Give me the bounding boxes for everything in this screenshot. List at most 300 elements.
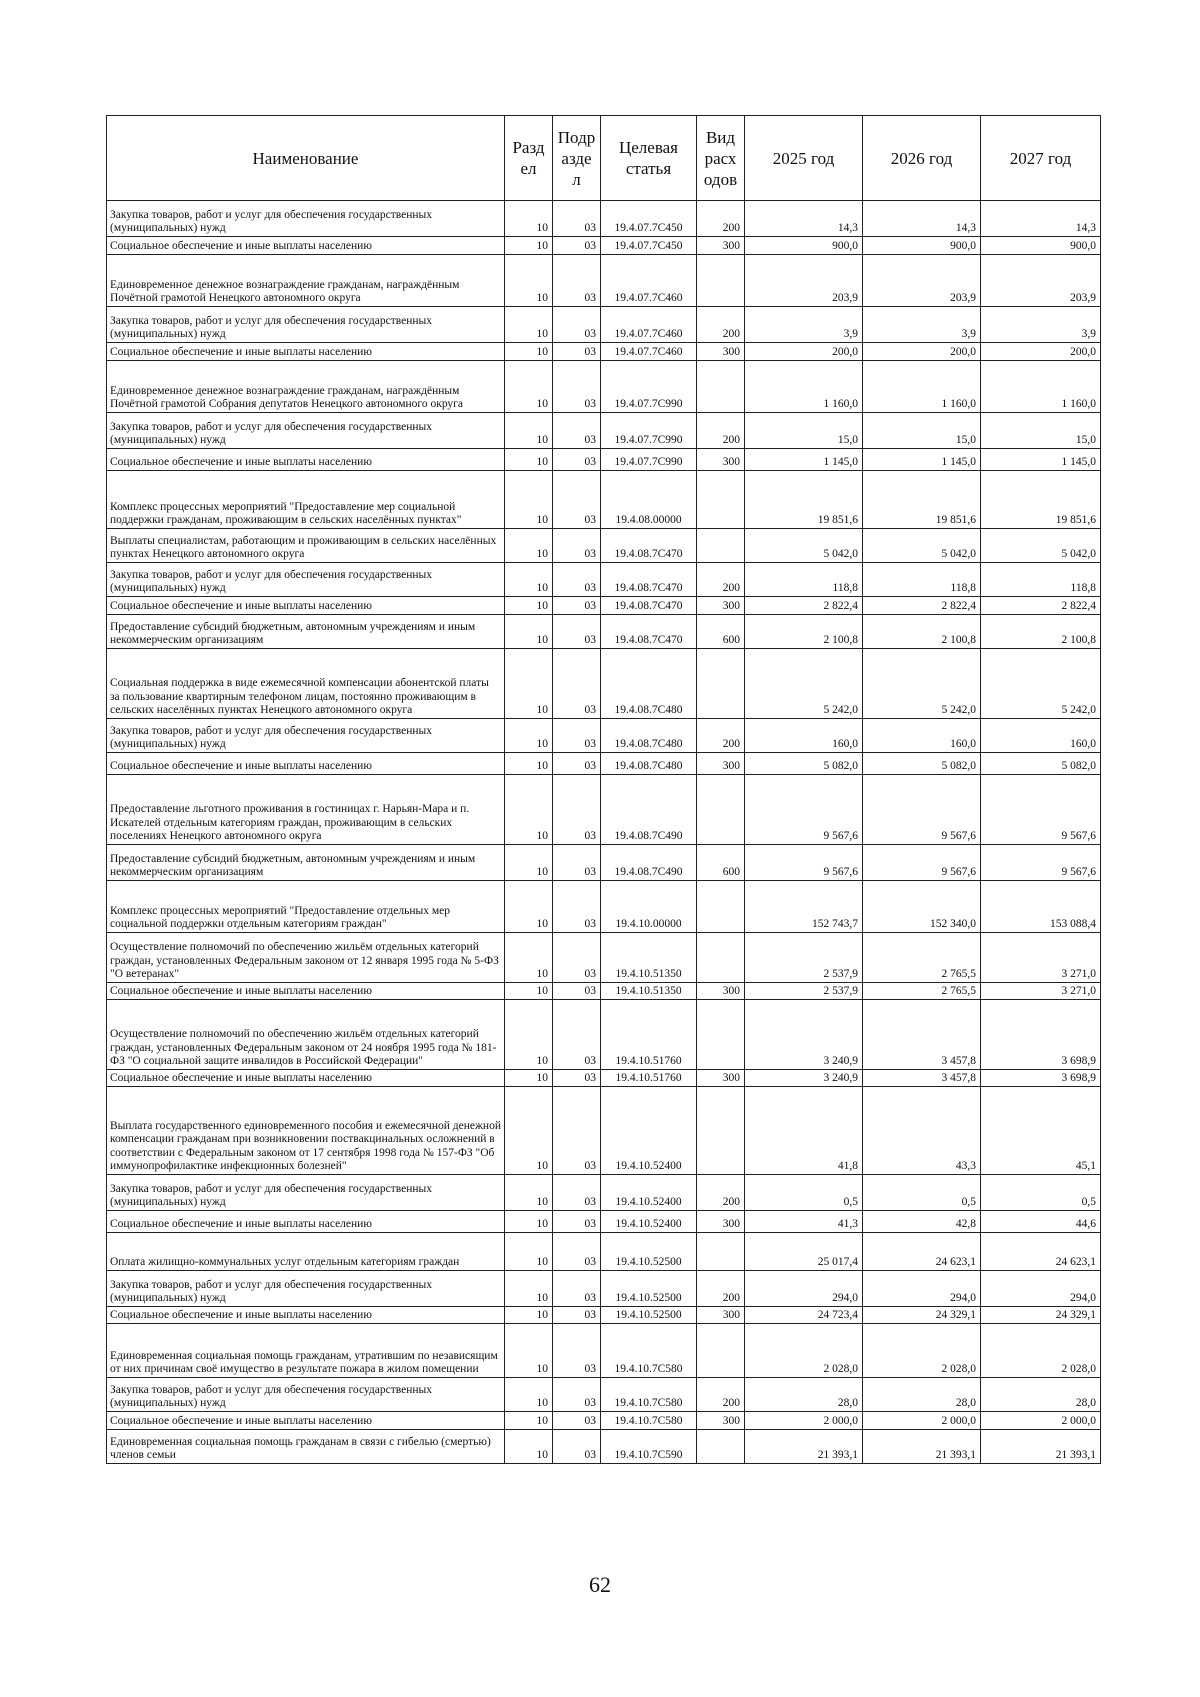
row-2026-cell: 28,0 [863,1378,981,1412]
row-podrazdel-cell: 03 [553,845,601,881]
row-2025-cell: 15,0 [745,413,863,449]
row-2027-cell: 9 567,6 [981,845,1101,881]
row-2027-cell: 9 567,6 [981,775,1101,845]
row-celevaya-cell: 19.4.08.7С480 [601,753,697,775]
row-celevaya-cell: 19.4.10.52400 [601,1175,697,1211]
row-razdel-cell: 10 [505,775,553,845]
row-name-cell: Закупка товаров, работ и услуг для обеспечения государственных (муниципальных) нужд [107,1271,505,1307]
row-podrazdel-cell: 03 [553,1087,601,1175]
table-row [107,753,1101,775]
row-name-cell: Предоставление субсидий бюджетным, автономным учреждениям и иным некоммерческим организациям [107,845,505,881]
row-vid-cell: 300 [697,1307,745,1324]
row-2027-cell: 2 028,0 [981,1324,1101,1378]
table-row [107,649,1101,719]
row-name-cell: Закупка товаров, работ и услуг для обеспечения государственных (муниципальных) нужд [107,201,505,237]
row-2025-cell: 900,0 [745,237,863,255]
row-celevaya-cell: 19.4.08.7С470 [601,563,697,597]
row-2026-cell: 3,9 [863,307,981,343]
table-row [107,413,1101,449]
header-podrazdel: Подр азде л [553,116,601,201]
row-razdel-cell: 10 [505,983,553,1000]
row-podrazdel-cell: 03 [553,413,601,449]
table-row [107,1175,1101,1211]
row-podrazdel-cell: 03 [553,597,601,615]
table-row [107,343,1101,361]
table-row [107,775,1101,845]
row-2026-cell: 5 242,0 [863,649,981,719]
row-razdel-cell: 10 [505,1324,553,1378]
row-vid-cell: 200 [697,1175,745,1211]
row-celevaya-cell: 19.4.07.7С450 [601,237,697,255]
row-celevaya-cell: 19.4.07.7С990 [601,449,697,471]
row-vid-cell [697,1430,745,1464]
row-razdel-cell: 10 [505,1271,553,1307]
row-celevaya-cell: 19.4.08.7С480 [601,649,697,719]
row-name-cell: Социальное обеспечение и иные выплаты населению [107,753,505,775]
row-name-cell: Социальное обеспечение и иные выплаты населению [107,1070,505,1087]
row-2025-cell: 5 042,0 [745,529,863,563]
row-vid-cell: 200 [697,201,745,237]
row-celevaya-cell: 19.4.10.7С580 [601,1378,697,1412]
table-row [107,449,1101,471]
table-row [107,1000,1101,1070]
row-podrazdel-cell: 03 [553,1307,601,1324]
row-name-cell: Единовременное денежное вознаграждение гражданам, награждённым Почётной грамотой Собрания депутатов Ненецкого автономного округа [107,361,505,413]
row-2025-cell: 1 145,0 [745,449,863,471]
row-2027-cell: 28,0 [981,1378,1101,1412]
table-header-row [107,116,1101,201]
row-2026-cell: 2 822,4 [863,597,981,615]
row-2026-cell: 2 765,5 [863,983,981,1000]
row-2025-cell: 5 082,0 [745,753,863,775]
row-name-cell: Социальное обеспечение и иные выплаты населению [107,343,505,361]
row-celevaya-cell: 19.4.07.7С450 [601,201,697,237]
row-name-cell: Комплекс процессных мероприятий "Предоставление отдельных мер социальной поддержки отдельным категориям граждан" [107,881,505,933]
row-2027-cell: 0,5 [981,1175,1101,1211]
row-2025-cell: 2 100,8 [745,615,863,649]
row-2025-cell: 24 723,4 [745,1307,863,1324]
table-row [107,237,1101,255]
row-name-cell: Социальная поддержка в виде ежемесячной компенсации абонентской платы за пользование квартирным телефоном лицам, постоянно проживающим в сельских населённых пунктах Ненецкого автономного округа [107,649,505,719]
row-celevaya-cell: 19.4.10.51760 [601,1000,697,1070]
row-razdel-cell: 10 [505,529,553,563]
row-2026-cell: 152 340,0 [863,881,981,933]
row-name-cell: Закупка товаров, работ и услуг для обеспечения государственных (муниципальных) нужд [107,719,505,753]
table-row [107,933,1101,983]
row-2025-cell: 14,3 [745,201,863,237]
row-podrazdel-cell: 03 [553,343,601,361]
header-vid-rashodov: Вид расх одов [697,116,745,201]
table-row [107,529,1101,563]
row-name-cell: Закупка товаров, работ и услуг для обеспечения государственных (муниципальных) нужд [107,413,505,449]
row-celevaya-cell: 19.4.10.52500 [601,1233,697,1271]
row-2026-cell: 9 567,6 [863,845,981,881]
row-celevaya-cell: 19.4.10.52500 [601,1271,697,1307]
row-2025-cell: 41,3 [745,1211,863,1233]
row-podrazdel-cell: 03 [553,449,601,471]
row-celevaya-cell: 19.4.10.7С580 [601,1324,697,1378]
row-2027-cell: 2 100,8 [981,615,1101,649]
row-podrazdel-cell: 03 [553,1211,601,1233]
row-2026-cell: 1 145,0 [863,449,981,471]
row-2025-cell: 21 393,1 [745,1430,863,1464]
row-razdel-cell: 10 [505,933,553,983]
row-2027-cell: 24 623,1 [981,1233,1101,1271]
row-vid-cell [697,649,745,719]
row-name-cell: Социальное обеспечение и иные выплаты населению [107,1412,505,1430]
row-celevaya-cell: 19.4.07.7С460 [601,255,697,307]
row-2026-cell: 14,3 [863,201,981,237]
row-2027-cell: 2 822,4 [981,597,1101,615]
row-2025-cell: 200,0 [745,343,863,361]
row-razdel-cell: 10 [505,615,553,649]
table-row [107,1412,1101,1430]
row-celevaya-cell: 19.4.08.7С470 [601,597,697,615]
row-2027-cell: 1 145,0 [981,449,1101,471]
table-body [107,201,1101,1464]
table-row [107,719,1101,753]
row-2027-cell: 3 698,9 [981,1070,1101,1087]
row-vid-cell [697,529,745,563]
row-vid-cell: 300 [697,1412,745,1430]
row-2027-cell: 14,3 [981,201,1101,237]
row-2026-cell: 200,0 [863,343,981,361]
row-celevaya-cell: 19.4.10.51350 [601,933,697,983]
row-celevaya-cell: 19.4.08.7С470 [601,615,697,649]
table-row [107,563,1101,597]
row-2025-cell: 3 240,9 [745,1000,863,1070]
row-celevaya-cell: 19.4.10.52400 [601,1211,697,1233]
row-name-cell: Социальное обеспечение и иные выплаты населению [107,1211,505,1233]
row-name-cell: Социальное обеспечение и иные выплаты населению [107,1307,505,1324]
row-celevaya-cell: 19.4.10.51760 [601,1070,697,1087]
row-podrazdel-cell: 03 [553,983,601,1000]
row-vid-cell: 200 [697,1271,745,1307]
row-name-cell: Социальное обеспечение и иные выплаты населению [107,237,505,255]
row-razdel-cell: 10 [505,449,553,471]
table-row [107,983,1101,1000]
row-2026-cell: 24 623,1 [863,1233,981,1271]
row-podrazdel-cell: 03 [553,1175,601,1211]
row-2026-cell: 3 457,8 [863,1000,981,1070]
row-name-cell: Комплекс процессных мероприятий "Предоставление мер социальной поддержки гражданам, проживающим в сельских населённых пунктах" [107,471,505,529]
row-2027-cell: 203,9 [981,255,1101,307]
row-2025-cell: 19 851,6 [745,471,863,529]
row-podrazdel-cell: 03 [553,1000,601,1070]
row-razdel-cell: 10 [505,237,553,255]
row-podrazdel-cell: 03 [553,471,601,529]
row-razdel-cell: 10 [505,1378,553,1412]
table-row [107,881,1101,933]
row-vid-cell: 300 [697,237,745,255]
row-2026-cell: 203,9 [863,255,981,307]
table-row [107,471,1101,529]
row-2027-cell: 294,0 [981,1271,1101,1307]
table-row [107,615,1101,649]
row-vid-cell [697,471,745,529]
row-podrazdel-cell: 03 [553,1430,601,1464]
row-2026-cell: 42,8 [863,1211,981,1233]
row-podrazdel-cell: 03 [553,1324,601,1378]
row-razdel-cell: 10 [505,1307,553,1324]
row-podrazdel-cell: 03 [553,649,601,719]
row-podrazdel-cell: 03 [553,719,601,753]
row-celevaya-cell: 19.4.10.7С590 [601,1430,697,1464]
row-2026-cell: 2 100,8 [863,615,981,649]
budget-table [106,115,1101,1464]
row-2025-cell: 2 537,9 [745,933,863,983]
row-2026-cell: 2 028,0 [863,1324,981,1378]
row-vid-cell: 200 [697,719,745,753]
row-podrazdel-cell: 03 [553,201,601,237]
row-celevaya-cell: 19.4.07.7С990 [601,413,697,449]
table-row [107,1430,1101,1464]
row-celevaya-cell: 19.4.10.51350 [601,983,697,1000]
row-name-cell: Закупка товаров, работ и услуг для обеспечения государственных (муниципальных) нужд [107,563,505,597]
row-2027-cell: 3,9 [981,307,1101,343]
row-celevaya-cell: 19.4.08.7С480 [601,719,697,753]
row-vid-cell [697,933,745,983]
row-name-cell: Выплата государственного единовременного пособия и ежемесячной денежной компенсации гражданам при возникновении поствакцинальных осложнений в соответствии с Федеральным законом от 17 сентября 1998 года № 157-ФЗ "Об иммунопрофилактике инфекционных болезней" [107,1087,505,1175]
row-celevaya-cell: 19.4.07.7С460 [601,307,697,343]
row-2026-cell: 2 000,0 [863,1412,981,1430]
row-vid-cell [697,1324,745,1378]
row-2027-cell: 44,6 [981,1211,1101,1233]
row-vid-cell [697,255,745,307]
row-podrazdel-cell: 03 [553,563,601,597]
row-podrazdel-cell: 03 [553,881,601,933]
row-podrazdel-cell: 03 [553,1233,601,1271]
row-razdel-cell: 10 [505,201,553,237]
row-razdel-cell: 10 [505,1087,553,1175]
row-2026-cell: 118,8 [863,563,981,597]
row-2027-cell: 45,1 [981,1087,1101,1175]
row-vid-cell: 300 [697,1211,745,1233]
header-celevaya-statya: Целевая статья [601,116,697,201]
row-razdel-cell: 10 [505,1233,553,1271]
table-row [107,845,1101,881]
row-vid-cell [697,361,745,413]
row-2026-cell: 19 851,6 [863,471,981,529]
table-row [107,255,1101,307]
row-2027-cell: 21 393,1 [981,1430,1101,1464]
row-2025-cell: 3,9 [745,307,863,343]
row-razdel-cell: 10 [505,307,553,343]
row-vid-cell: 200 [697,563,745,597]
row-2027-cell: 24 329,1 [981,1307,1101,1324]
table-row [107,1324,1101,1378]
row-podrazdel-cell: 03 [553,255,601,307]
row-2026-cell: 5 042,0 [863,529,981,563]
row-2025-cell: 1 160,0 [745,361,863,413]
row-2025-cell: 2 000,0 [745,1412,863,1430]
row-2027-cell: 19 851,6 [981,471,1101,529]
row-2026-cell: 5 082,0 [863,753,981,775]
row-2026-cell: 3 457,8 [863,1070,981,1087]
row-vid-cell [697,1087,745,1175]
row-2027-cell: 1 160,0 [981,361,1101,413]
header-2026: 2026 год [863,116,981,201]
row-podrazdel-cell: 03 [553,1070,601,1087]
row-podrazdel-cell: 03 [553,933,601,983]
table-row [107,201,1101,237]
row-name-cell: Закупка товаров, работ и услуг для обеспечения государственных (муниципальных) нужд [107,1175,505,1211]
row-2025-cell: 203,9 [745,255,863,307]
row-vid-cell: 200 [697,413,745,449]
header-name: Наименование [107,116,505,201]
row-podrazdel-cell: 03 [553,529,601,563]
table-row [107,1378,1101,1412]
row-name-cell: Закупка товаров, работ и услуг для обеспечения государственных (муниципальных) нужд [107,307,505,343]
row-2025-cell: 3 240,9 [745,1070,863,1087]
row-podrazdel-cell: 03 [553,615,601,649]
row-razdel-cell: 10 [505,881,553,933]
row-name-cell: Выплаты специалистам, работающим и проживающим в сельских населённых пунктах Ненецкого автономного округа [107,529,505,563]
row-2027-cell: 160,0 [981,719,1101,753]
table-row [107,1211,1101,1233]
row-vid-cell [697,881,745,933]
row-celevaya-cell: 19.4.07.7С460 [601,343,697,361]
row-podrazdel-cell: 03 [553,237,601,255]
row-2027-cell: 3 271,0 [981,983,1101,1000]
row-vid-cell: 300 [697,449,745,471]
row-2027-cell: 3 698,9 [981,1000,1101,1070]
row-2025-cell: 28,0 [745,1378,863,1412]
row-2027-cell: 118,8 [981,563,1101,597]
table-row [107,307,1101,343]
row-2025-cell: 2 537,9 [745,983,863,1000]
row-2026-cell: 9 567,6 [863,775,981,845]
row-name-cell: Социальное обеспечение и иные выплаты населению [107,449,505,471]
table-row [107,1233,1101,1271]
header-2027: 2027 год [981,116,1101,201]
table-row [107,1087,1101,1175]
row-celevaya-cell: 19.4.10.52400 [601,1087,697,1175]
row-2027-cell: 900,0 [981,237,1101,255]
row-podrazdel-cell: 03 [553,361,601,413]
row-vid-cell: 200 [697,1378,745,1412]
row-2025-cell: 294,0 [745,1271,863,1307]
row-2026-cell: 24 329,1 [863,1307,981,1324]
header-2025: 2025 год [745,116,863,201]
row-razdel-cell: 10 [505,845,553,881]
row-2027-cell: 5 042,0 [981,529,1101,563]
row-razdel-cell: 10 [505,563,553,597]
row-razdel-cell: 10 [505,719,553,753]
row-celevaya-cell: 19.4.08.00000 [601,471,697,529]
row-vid-cell [697,1000,745,1070]
row-vid-cell: 300 [697,1070,745,1087]
header-razdel: Разд ел [505,116,553,201]
row-razdel-cell: 10 [505,1175,553,1211]
row-2027-cell: 3 271,0 [981,933,1101,983]
row-name-cell: Осуществление полномочий по обеспечению жильём отдельных категорий граждан, установленных Федеральным законом от 24 ноября 1995 года № 181-ФЗ "О социальной защите инвалидов в Российской Федерации" [107,1000,505,1070]
page-number: 62 [589,1572,611,1597]
row-vid-cell: 600 [697,845,745,881]
row-2026-cell: 0,5 [863,1175,981,1211]
row-2027-cell: 5 082,0 [981,753,1101,775]
row-razdel-cell: 10 [505,753,553,775]
row-2027-cell: 2 000,0 [981,1412,1101,1430]
row-vid-cell [697,775,745,845]
table-row [107,597,1101,615]
row-2026-cell: 1 160,0 [863,361,981,413]
row-razdel-cell: 10 [505,1412,553,1430]
row-celevaya-cell: 19.4.07.7С990 [601,361,697,413]
table-row [107,1271,1101,1307]
row-2026-cell: 294,0 [863,1271,981,1307]
row-podrazdel-cell: 03 [553,1378,601,1412]
row-razdel-cell: 10 [505,343,553,361]
row-name-cell: Закупка товаров, работ и услуг для обеспечения государственных (муниципальных) нужд [107,1378,505,1412]
row-2026-cell: 21 393,1 [863,1430,981,1464]
row-2026-cell: 160,0 [863,719,981,753]
row-2026-cell: 900,0 [863,237,981,255]
row-2027-cell: 5 242,0 [981,649,1101,719]
row-razdel-cell: 10 [505,471,553,529]
row-vid-cell: 300 [697,343,745,361]
row-celevaya-cell: 19.4.08.7С470 [601,529,697,563]
row-2025-cell: 2 822,4 [745,597,863,615]
row-2025-cell: 25 017,4 [745,1233,863,1271]
row-2026-cell: 15,0 [863,413,981,449]
row-2025-cell: 152 743,7 [745,881,863,933]
row-vid-cell [697,1233,745,1271]
row-podrazdel-cell: 03 [553,775,601,845]
row-celevaya-cell: 19.4.10.7С580 [601,1412,697,1430]
row-podrazdel-cell: 03 [553,1271,601,1307]
row-name-cell: Осуществление полномочий по обеспечению жильём отдельных категорий граждан, установленных Федеральным законом от 12 января 1995 года № 5-ФЗ "О ветеранах" [107,933,505,983]
row-name-cell: Социальное обеспечение и иные выплаты населению [107,597,505,615]
row-2026-cell: 43,3 [863,1087,981,1175]
row-name-cell: Предоставление льготного проживания в гостиницах г. Нарьян-Мара и п. Искателей отдельным категориям граждан, проживающим в сельских поселениях Ненецкого автономного округа [107,775,505,845]
row-vid-cell: 300 [697,753,745,775]
row-2027-cell: 153 088,4 [981,881,1101,933]
row-vid-cell: 200 [697,307,745,343]
row-vid-cell: 600 [697,615,745,649]
row-razdel-cell: 10 [505,255,553,307]
row-2025-cell: 160,0 [745,719,863,753]
row-razdel-cell: 10 [505,361,553,413]
row-2025-cell: 0,5 [745,1175,863,1211]
row-razdel-cell: 10 [505,1070,553,1087]
row-razdel-cell: 10 [505,649,553,719]
row-vid-cell: 300 [697,597,745,615]
row-celevaya-cell: 19.4.10.00000 [601,881,697,933]
row-razdel-cell: 10 [505,1211,553,1233]
table-row [107,361,1101,413]
row-2025-cell: 5 242,0 [745,649,863,719]
row-name-cell: Единовременная социальная помощь гражданам в связи с гибелью (смертью) членов семьи [107,1430,505,1464]
row-2026-cell: 2 765,5 [863,933,981,983]
row-podrazdel-cell: 03 [553,1412,601,1430]
row-podrazdel-cell: 03 [553,753,601,775]
row-2027-cell: 15,0 [981,413,1101,449]
row-razdel-cell: 10 [505,413,553,449]
row-name-cell: Предоставление субсидий бюджетным, автономным учреждениям и иным некоммерческим организациям [107,615,505,649]
budget-table-container [106,115,1100,1464]
row-podrazdel-cell: 03 [553,307,601,343]
row-2025-cell: 118,8 [745,563,863,597]
row-vid-cell: 300 [697,983,745,1000]
row-2025-cell: 9 567,6 [745,775,863,845]
row-celevaya-cell: 19.4.08.7С490 [601,845,697,881]
row-2027-cell: 200,0 [981,343,1101,361]
row-2025-cell: 9 567,6 [745,845,863,881]
row-celevaya-cell: 19.4.08.7С490 [601,775,697,845]
row-razdel-cell: 10 [505,1430,553,1464]
table-row [107,1307,1101,1324]
